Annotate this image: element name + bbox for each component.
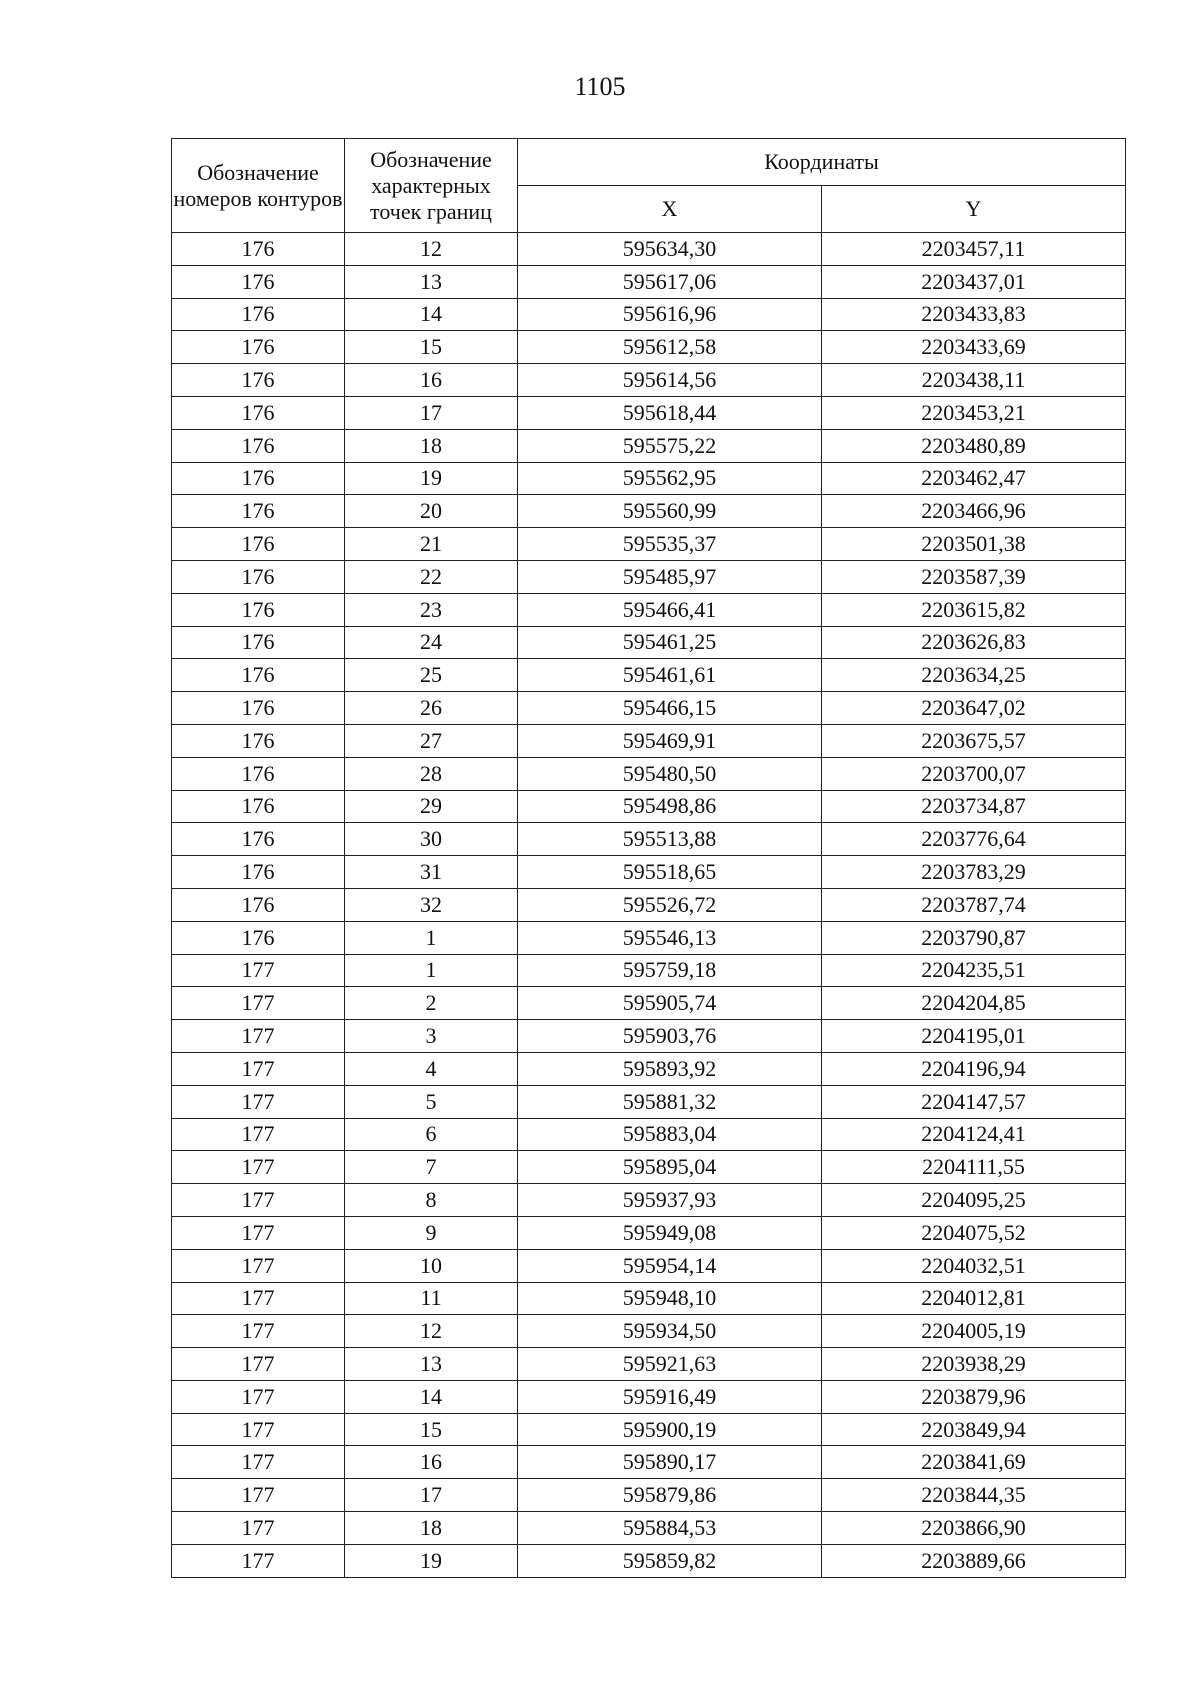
cell-point-number: 6 — [345, 1118, 518, 1151]
cell-point-number: 1 — [345, 954, 518, 987]
cell-contour-number: 176 — [172, 429, 345, 462]
cell-y-coordinate: 2203776,64 — [822, 823, 1126, 856]
cell-y-coordinate: 2204032,51 — [822, 1249, 1126, 1282]
cell-contour-number: 177 — [172, 1052, 345, 1085]
cell-x-coordinate: 595560,99 — [518, 495, 822, 528]
cell-contour-number: 176 — [172, 495, 345, 528]
cell-contour-number: 176 — [172, 593, 345, 626]
table-row — [172, 528, 1126, 561]
cell-contour-number: 176 — [172, 396, 345, 429]
cell-y-coordinate: 2203457,11 — [822, 233, 1126, 266]
cell-x-coordinate: 595890,17 — [518, 1446, 822, 1479]
table-row — [172, 1118, 1126, 1151]
cell-y-coordinate: 2204012,81 — [822, 1282, 1126, 1315]
table-row — [172, 298, 1126, 331]
cell-point-number: 8 — [345, 1184, 518, 1217]
cell-contour-number: 177 — [172, 1249, 345, 1282]
table-row — [172, 1380, 1126, 1413]
cell-contour-number: 177 — [172, 1446, 345, 1479]
cell-point-number: 2 — [345, 987, 518, 1020]
cell-point-number: 20 — [345, 495, 518, 528]
cell-x-coordinate: 595612,58 — [518, 331, 822, 364]
cell-contour-number: 177 — [172, 987, 345, 1020]
cell-x-coordinate: 595466,41 — [518, 593, 822, 626]
cell-x-coordinate: 595461,61 — [518, 659, 822, 692]
cell-x-coordinate: 595618,44 — [518, 396, 822, 429]
cell-y-coordinate: 2203734,87 — [822, 790, 1126, 823]
cell-y-coordinate: 2203501,38 — [822, 528, 1126, 561]
cell-y-coordinate: 2203626,83 — [822, 626, 1126, 659]
cell-contour-number: 176 — [172, 856, 345, 889]
table-row — [172, 1052, 1126, 1085]
cell-x-coordinate: 595535,37 — [518, 528, 822, 561]
cell-point-number: 29 — [345, 790, 518, 823]
table-row — [172, 888, 1126, 921]
cell-contour-number: 177 — [172, 954, 345, 987]
cell-x-coordinate: 595466,15 — [518, 692, 822, 725]
cell-y-coordinate: 2203480,89 — [822, 429, 1126, 462]
cell-x-coordinate: 595937,93 — [518, 1184, 822, 1217]
cell-y-coordinate: 2204147,57 — [822, 1085, 1126, 1118]
cell-point-number: 17 — [345, 1479, 518, 1512]
cell-y-coordinate: 2204196,94 — [822, 1052, 1126, 1085]
table-row — [172, 593, 1126, 626]
cell-y-coordinate: 2204111,55 — [822, 1151, 1126, 1184]
cell-x-coordinate: 595949,08 — [518, 1216, 822, 1249]
cell-x-coordinate: 595900,19 — [518, 1413, 822, 1446]
table-row — [172, 462, 1126, 495]
cell-y-coordinate: 2203634,25 — [822, 659, 1126, 692]
cell-x-coordinate: 595469,91 — [518, 724, 822, 757]
cell-point-number: 4 — [345, 1052, 518, 1085]
table-row — [172, 1413, 1126, 1446]
cell-y-coordinate: 2203787,74 — [822, 888, 1126, 921]
cell-point-number: 19 — [345, 462, 518, 495]
table-row — [172, 429, 1126, 462]
cell-contour-number: 176 — [172, 790, 345, 823]
cell-x-coordinate: 595948,10 — [518, 1282, 822, 1315]
cell-contour-number: 177 — [172, 1413, 345, 1446]
cell-x-coordinate: 595954,14 — [518, 1249, 822, 1282]
cell-point-number: 30 — [345, 823, 518, 856]
cell-contour-number: 176 — [172, 462, 345, 495]
cell-point-number: 16 — [345, 364, 518, 397]
cell-point-number: 22 — [345, 560, 518, 593]
header-boundary-point: Обозначение характерных точек границ — [345, 139, 518, 233]
cell-point-number: 14 — [345, 1380, 518, 1413]
cell-contour-number: 176 — [172, 626, 345, 659]
cell-contour-number: 176 — [172, 659, 345, 692]
cell-y-coordinate: 2203647,02 — [822, 692, 1126, 725]
cell-point-number: 15 — [345, 331, 518, 364]
cell-y-coordinate: 2203841,69 — [822, 1446, 1126, 1479]
cell-x-coordinate: 595895,04 — [518, 1151, 822, 1184]
cell-x-coordinate: 595903,76 — [518, 1020, 822, 1053]
header-y: Y — [822, 186, 1126, 233]
table-row — [172, 265, 1126, 298]
table-row — [172, 823, 1126, 856]
cell-y-coordinate: 2203938,29 — [822, 1348, 1126, 1381]
cell-point-number: 17 — [345, 396, 518, 429]
cell-point-number: 19 — [345, 1544, 518, 1577]
cell-y-coordinate: 2203615,82 — [822, 593, 1126, 626]
cell-y-coordinate: 2204124,41 — [822, 1118, 1126, 1151]
table-row — [172, 1151, 1126, 1184]
cell-contour-number: 176 — [172, 265, 345, 298]
cell-y-coordinate: 2204195,01 — [822, 1020, 1126, 1053]
table-row — [172, 1020, 1126, 1053]
table-row — [172, 987, 1126, 1020]
cell-contour-number: 177 — [172, 1184, 345, 1217]
cell-x-coordinate: 595893,92 — [518, 1052, 822, 1085]
cell-x-coordinate: 595480,50 — [518, 757, 822, 790]
table-row — [172, 396, 1126, 429]
cell-point-number: 14 — [345, 298, 518, 331]
cell-x-coordinate: 595934,50 — [518, 1315, 822, 1348]
cell-y-coordinate: 2203433,69 — [822, 331, 1126, 364]
table-row — [172, 495, 1126, 528]
table-row — [172, 233, 1126, 266]
cell-point-number: 10 — [345, 1249, 518, 1282]
cell-x-coordinate: 595546,13 — [518, 921, 822, 954]
cell-y-coordinate: 2204095,25 — [822, 1184, 1126, 1217]
table-row — [172, 1479, 1126, 1512]
cell-point-number: 12 — [345, 1315, 518, 1348]
cell-x-coordinate: 595634,30 — [518, 233, 822, 266]
cell-x-coordinate: 595498,86 — [518, 790, 822, 823]
table-row — [172, 1446, 1126, 1479]
table-row — [172, 790, 1126, 823]
cell-contour-number: 177 — [172, 1151, 345, 1184]
cell-x-coordinate: 595859,82 — [518, 1544, 822, 1577]
cell-point-number: 13 — [345, 1348, 518, 1381]
cell-x-coordinate: 595916,49 — [518, 1380, 822, 1413]
table-row — [172, 692, 1126, 725]
cell-contour-number: 176 — [172, 364, 345, 397]
table-row — [172, 1216, 1126, 1249]
table-header-row — [172, 139, 1126, 186]
table-body — [172, 233, 1126, 1578]
cell-x-coordinate: 595879,86 — [518, 1479, 822, 1512]
cell-point-number: 15 — [345, 1413, 518, 1446]
table-row — [172, 856, 1126, 889]
cell-point-number: 31 — [345, 856, 518, 889]
cell-x-coordinate: 595905,74 — [518, 987, 822, 1020]
cell-point-number: 11 — [345, 1282, 518, 1315]
cell-y-coordinate: 2203675,57 — [822, 724, 1126, 757]
cell-point-number: 28 — [345, 757, 518, 790]
cell-x-coordinate: 595614,56 — [518, 364, 822, 397]
table-row — [172, 331, 1126, 364]
cell-point-number: 3 — [345, 1020, 518, 1053]
cell-y-coordinate: 2204204,85 — [822, 987, 1126, 1020]
cell-point-number: 9 — [345, 1216, 518, 1249]
cell-y-coordinate: 2203453,21 — [822, 396, 1126, 429]
cell-point-number: 18 — [345, 429, 518, 462]
cell-y-coordinate: 2203790,87 — [822, 921, 1126, 954]
cell-point-number: 18 — [345, 1512, 518, 1545]
cell-x-coordinate: 595461,25 — [518, 626, 822, 659]
cell-point-number: 13 — [345, 265, 518, 298]
cell-y-coordinate: 2203844,35 — [822, 1479, 1126, 1512]
table-row — [172, 626, 1126, 659]
table-row — [172, 560, 1126, 593]
cell-y-coordinate: 2203433,83 — [822, 298, 1126, 331]
cell-x-coordinate: 595883,04 — [518, 1118, 822, 1151]
cell-contour-number: 176 — [172, 233, 345, 266]
cell-y-coordinate: 2203849,94 — [822, 1413, 1126, 1446]
cell-contour-number: 177 — [172, 1118, 345, 1151]
cell-contour-number: 176 — [172, 560, 345, 593]
cell-contour-number: 177 — [172, 1348, 345, 1381]
table-row — [172, 1249, 1126, 1282]
cell-x-coordinate: 595562,95 — [518, 462, 822, 495]
cell-y-coordinate: 2203783,29 — [822, 856, 1126, 889]
cell-contour-number: 177 — [172, 1282, 345, 1315]
cell-contour-number: 176 — [172, 888, 345, 921]
coordinates-table — [171, 138, 1126, 1578]
cell-contour-number: 176 — [172, 528, 345, 561]
cell-contour-number: 177 — [172, 1216, 345, 1249]
table-row — [172, 1512, 1126, 1545]
table-row — [172, 659, 1126, 692]
cell-x-coordinate: 595617,06 — [518, 265, 822, 298]
cell-contour-number: 177 — [172, 1020, 345, 1053]
cell-contour-number: 177 — [172, 1512, 345, 1545]
cell-contour-number: 176 — [172, 757, 345, 790]
cell-x-coordinate: 595921,63 — [518, 1348, 822, 1381]
cell-point-number: 32 — [345, 888, 518, 921]
cell-x-coordinate: 595884,53 — [518, 1512, 822, 1545]
cell-contour-number: 177 — [172, 1315, 345, 1348]
header-coordinates: Координаты — [518, 139, 1126, 186]
cell-y-coordinate: 2203700,07 — [822, 757, 1126, 790]
table-row — [172, 1184, 1126, 1217]
header-contour-number: Обозначение номеров контуров — [172, 139, 345, 233]
cell-contour-number: 177 — [172, 1085, 345, 1118]
cell-y-coordinate: 2204005,19 — [822, 1315, 1126, 1348]
cell-y-coordinate: 2204075,52 — [822, 1216, 1126, 1249]
table-row — [172, 724, 1126, 757]
table-row — [172, 1544, 1126, 1577]
cell-point-number: 27 — [345, 724, 518, 757]
table-row — [172, 1315, 1126, 1348]
cell-x-coordinate: 595575,22 — [518, 429, 822, 462]
cell-contour-number: 177 — [172, 1544, 345, 1577]
cell-point-number: 7 — [345, 1151, 518, 1184]
cell-contour-number: 176 — [172, 921, 345, 954]
table-row — [172, 954, 1126, 987]
cell-contour-number: 176 — [172, 298, 345, 331]
cell-y-coordinate: 2203437,01 — [822, 265, 1126, 298]
page-number: 1105 — [574, 72, 626, 101]
cell-point-number: 5 — [345, 1085, 518, 1118]
cell-y-coordinate: 2203879,96 — [822, 1380, 1126, 1413]
cell-contour-number: 177 — [172, 1479, 345, 1512]
cell-y-coordinate: 2203587,39 — [822, 560, 1126, 593]
cell-x-coordinate: 595616,96 — [518, 298, 822, 331]
cell-y-coordinate: 2204235,51 — [822, 954, 1126, 987]
cell-point-number: 12 — [345, 233, 518, 266]
cell-x-coordinate: 595526,72 — [518, 888, 822, 921]
table-row — [172, 364, 1126, 397]
cell-y-coordinate: 2203438,11 — [822, 364, 1126, 397]
cell-y-coordinate: 2203462,47 — [822, 462, 1126, 495]
cell-point-number: 16 — [345, 1446, 518, 1479]
cell-point-number: 23 — [345, 593, 518, 626]
cell-contour-number: 176 — [172, 692, 345, 725]
cell-x-coordinate: 595513,88 — [518, 823, 822, 856]
cell-y-coordinate: 2203466,96 — [822, 495, 1126, 528]
cell-contour-number: 176 — [172, 331, 345, 364]
cell-point-number: 21 — [345, 528, 518, 561]
header-x: X — [518, 186, 822, 233]
table-row — [172, 921, 1126, 954]
cell-point-number: 25 — [345, 659, 518, 692]
cell-x-coordinate: 595759,18 — [518, 954, 822, 987]
table-row — [172, 1348, 1126, 1381]
cell-y-coordinate: 2203889,66 — [822, 1544, 1126, 1577]
cell-contour-number: 176 — [172, 724, 345, 757]
cell-contour-number: 176 — [172, 823, 345, 856]
cell-point-number: 26 — [345, 692, 518, 725]
cell-x-coordinate: 595485,97 — [518, 560, 822, 593]
cell-contour-number: 177 — [172, 1380, 345, 1413]
cell-point-number: 1 — [345, 921, 518, 954]
table-row — [172, 1282, 1126, 1315]
cell-y-coordinate: 2203866,90 — [822, 1512, 1126, 1545]
cell-point-number: 24 — [345, 626, 518, 659]
table-row — [172, 757, 1126, 790]
cell-x-coordinate: 595881,32 — [518, 1085, 822, 1118]
table-row — [172, 1085, 1126, 1118]
cell-x-coordinate: 595518,65 — [518, 856, 822, 889]
